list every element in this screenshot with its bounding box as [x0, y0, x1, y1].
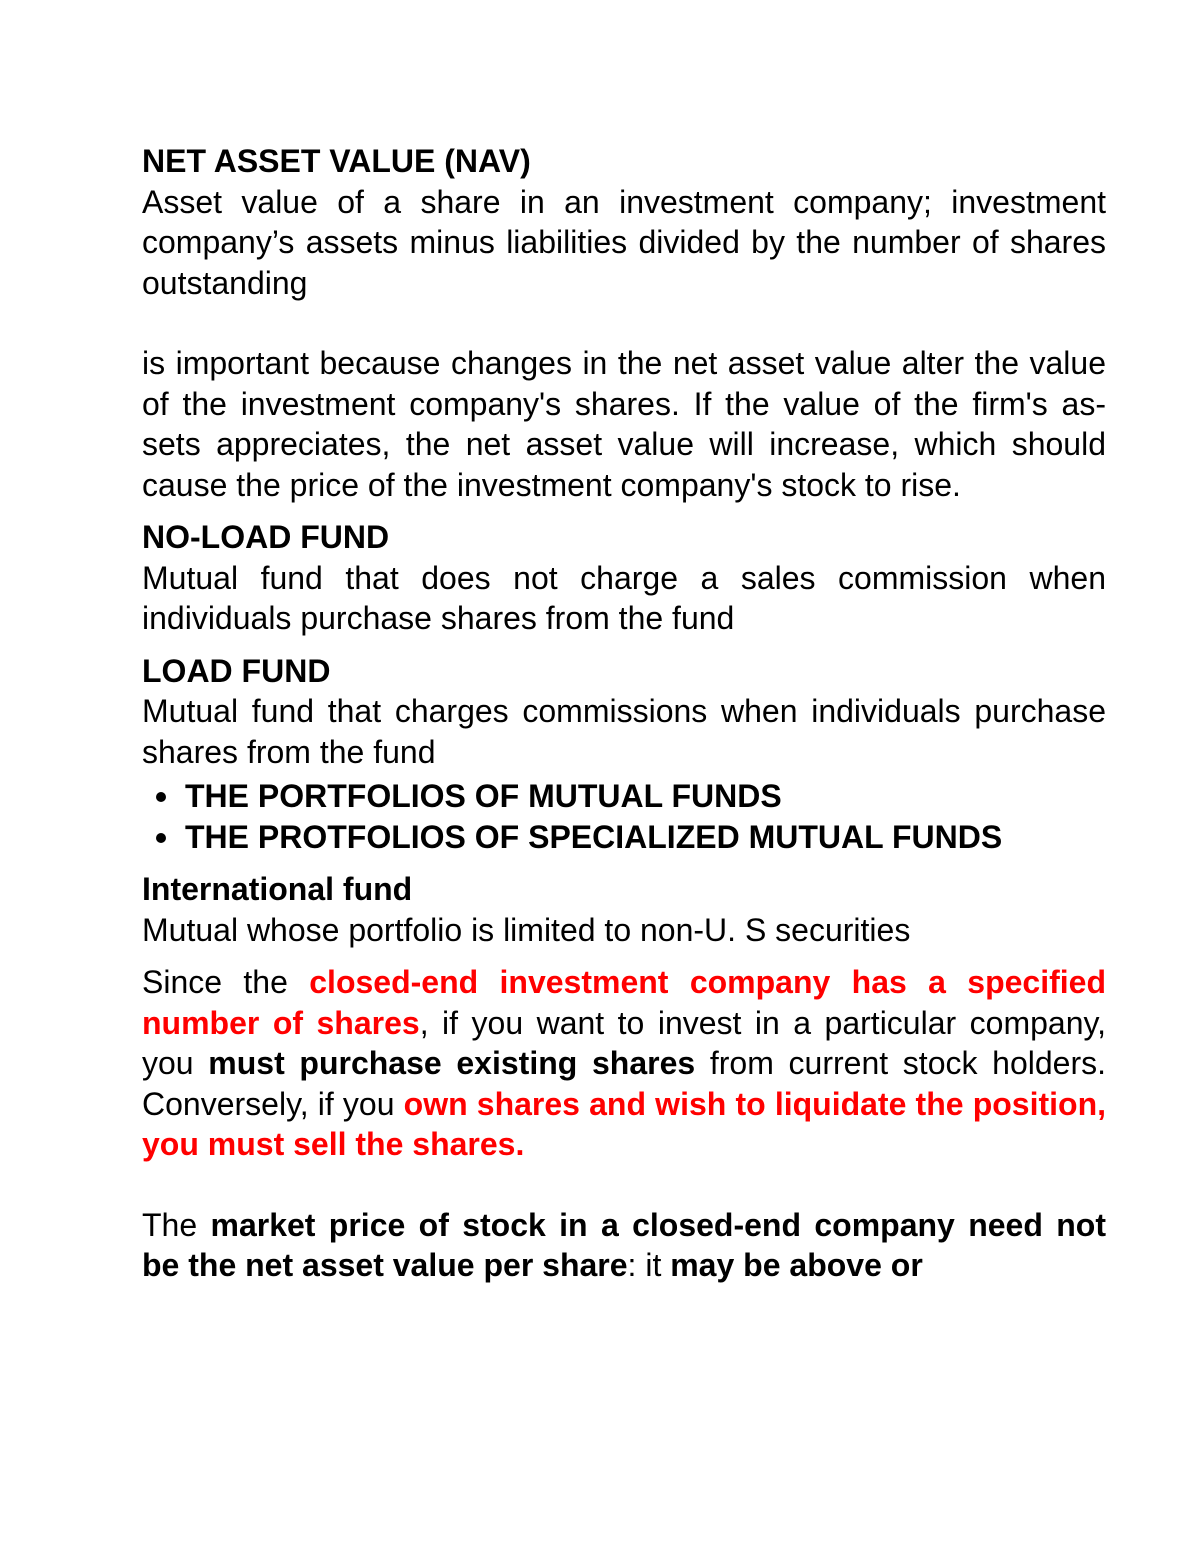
closed-end-text-1: Since the: [142, 964, 310, 1000]
closed-end-bold-1: must purchase existing shares: [208, 1045, 696, 1081]
market-price-text-2: : it: [627, 1247, 671, 1283]
nav-heading: NET ASSET VALUE (NAV): [142, 143, 531, 179]
market-price-bold-1: market price of stock in a closed-end company need not be the net asset value per share: [142, 1206, 1107, 1283]
international-definition: Mutual whose portfolio is limited to non-U. S securities: [142, 911, 911, 948]
market-price-paragraph: [142, 1205, 1106, 1286]
closed-end-emphasis-2: own shares and wish to liquidate the position, you must sell the shares.: [142, 1085, 1106, 1162]
no-load-definition: Mutual fund that does not charge a sales commission when individuals purchase shares from the fund: [142, 559, 1106, 636]
list-item: [142, 776, 1106, 817]
bullet-text: THE PROTFOLIOS OF SPECIALIZED MUTUAL FUNDS: [185, 818, 1003, 855]
no-load-heading: NO-LOAD FUND: [142, 519, 390, 555]
load-definition: Mutual fund that charges commissions when individuals purchase shares from the fund: [142, 693, 1106, 770]
closed-end-paragraph: [142, 962, 1106, 1165]
bullet-list: [142, 776, 1106, 857]
international-heading: International fund: [142, 871, 413, 907]
nav-explanation: is important because changes in the net asset value alter the value of the investment company's shares. If the value of the firm's as- sets appreciates, the net asset value will increase, which should cause the price of the investment company's stock to rise.: [142, 345, 1106, 503]
list-item: [142, 817, 1106, 858]
market-price-bold-2: may be above or: [670, 1247, 923, 1283]
bullet-text: THE PORTFOLIOS OF MUTUAL FUNDS: [185, 778, 782, 814]
bullet-icon: [156, 792, 166, 802]
closed-end-emphasis-1: closed-end investment company has a specified number of shares: [142, 964, 1107, 1041]
market-price-text-1: The: [142, 1206, 211, 1243]
bullet-icon: [156, 833, 166, 843]
closed-end-text-3: from current stock holders. Conversely, if you: [142, 1045, 1107, 1122]
nav-definition: Asset value of a share in an investment company; investment company’s assets minus liabilities divided by the number of shares outstanding: [142, 183, 1106, 301]
load-heading: LOAD FUND: [142, 652, 331, 689]
closed-end-text-2: , if you want to invest in a particular company, you: [142, 1004, 1107, 1081]
